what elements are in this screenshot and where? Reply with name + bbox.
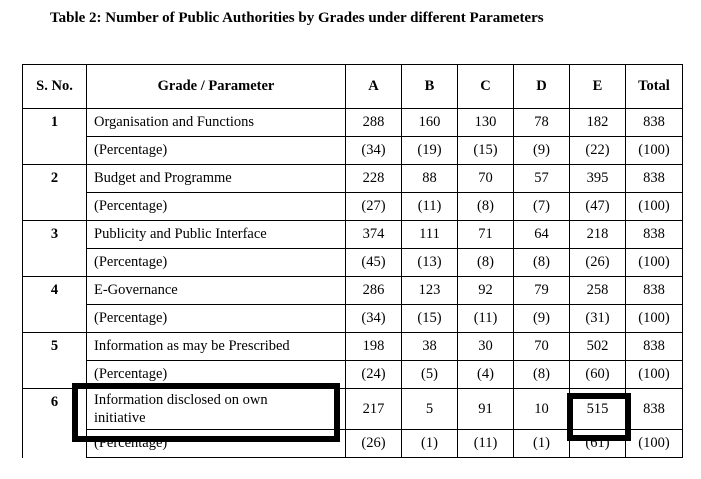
value-d: 79 — [514, 277, 570, 305]
percentage-row — [23, 305, 683, 333]
value-d: 64 — [514, 221, 570, 249]
pct-b: (15) — [402, 305, 458, 333]
value-e: 515 — [570, 389, 626, 430]
pct-d: (9) — [514, 137, 570, 165]
value-a: 374 — [346, 221, 402, 249]
pct-c: (11) — [458, 430, 514, 458]
pct-b: (5) — [402, 361, 458, 389]
value-e: 182 — [570, 109, 626, 137]
header-d: D — [514, 65, 570, 109]
table-row — [23, 333, 683, 361]
pct-c: (15) — [458, 137, 514, 165]
value-b: 88 — [402, 165, 458, 193]
value-e: 258 — [570, 277, 626, 305]
param-line2: initiative — [94, 410, 146, 426]
header-param: Grade / Parameter — [87, 65, 346, 109]
pct-total: (100) — [626, 430, 683, 458]
value-a: 198 — [346, 333, 402, 361]
pct-total: (100) — [626, 305, 683, 333]
pct-label: (Percentage) — [87, 430, 346, 458]
param-cell: E-Governance — [87, 277, 346, 305]
table-row — [23, 165, 683, 193]
pct-label: (Percentage) — [87, 193, 346, 221]
value-total: 838 — [626, 109, 683, 137]
header-sno: S. No. — [23, 65, 87, 109]
pct-c: (11) — [458, 305, 514, 333]
param-cell: Publicity and Public Interface — [87, 221, 346, 249]
value-e: 218 — [570, 221, 626, 249]
pct-label: (Percentage) — [87, 249, 346, 277]
pct-label: (Percentage) — [87, 137, 346, 165]
header-e: E — [570, 65, 626, 109]
highlight-box-param — [72, 383, 340, 442]
value-b: 5 — [402, 389, 458, 430]
param-cell: Budget and Programme — [87, 165, 346, 193]
pct-b: (1) — [402, 430, 458, 458]
pct-c: (4) — [458, 361, 514, 389]
value-a: 288 — [346, 109, 402, 137]
highlight-box-e — [567, 393, 631, 441]
value-total: 838 — [626, 221, 683, 249]
pct-a: (26) — [346, 430, 402, 458]
pct-b: (19) — [402, 137, 458, 165]
sno-cell: 1 — [23, 109, 87, 165]
pct-e: (47) — [570, 193, 626, 221]
value-b: 111 — [402, 221, 458, 249]
header-a: A — [346, 65, 402, 109]
pct-label: (Percentage) — [87, 305, 346, 333]
value-c: 91 — [458, 389, 514, 430]
pct-c: (8) — [458, 249, 514, 277]
pct-e: (60) — [570, 361, 626, 389]
value-e: 502 — [570, 333, 626, 361]
param-line1: Information disclosed on own — [94, 392, 268, 408]
pct-total: (100) — [626, 137, 683, 165]
param-cell: Organisation and Functions — [87, 109, 346, 137]
table-row — [23, 277, 683, 305]
pct-a: (34) — [346, 137, 402, 165]
pct-total: (100) — [626, 361, 683, 389]
value-a: 286 — [346, 277, 402, 305]
pct-b: (11) — [402, 193, 458, 221]
pct-e: (31) — [570, 305, 626, 333]
table-row — [23, 109, 683, 137]
header-total: Total — [626, 65, 683, 109]
value-b: 123 — [402, 277, 458, 305]
pct-d: (8) — [514, 361, 570, 389]
pct-e: (26) — [570, 249, 626, 277]
value-c: 130 — [458, 109, 514, 137]
value-d: 57 — [514, 165, 570, 193]
sno-cell: 5 — [23, 333, 87, 389]
pct-d: (1) — [514, 430, 570, 458]
value-c: 30 — [458, 333, 514, 361]
table-row — [23, 221, 683, 249]
header-c: C — [458, 65, 514, 109]
percentage-row — [23, 249, 683, 277]
pct-a: (34) — [346, 305, 402, 333]
sno-cell: 2 — [23, 165, 87, 221]
value-b: 160 — [402, 109, 458, 137]
pct-d: (9) — [514, 305, 570, 333]
percentage-row — [23, 137, 683, 165]
pct-c: (8) — [458, 193, 514, 221]
value-total: 838 — [626, 389, 683, 430]
pct-label: (Percentage) — [87, 361, 346, 389]
header-b: B — [402, 65, 458, 109]
pct-e: (22) — [570, 137, 626, 165]
value-c: 92 — [458, 277, 514, 305]
value-d: 70 — [514, 333, 570, 361]
value-total: 838 — [626, 333, 683, 361]
sno-cell: 6 — [23, 389, 87, 458]
value-total: 838 — [626, 277, 683, 305]
pct-total: (100) — [626, 249, 683, 277]
value-c: 70 — [458, 165, 514, 193]
pct-a: (45) — [346, 249, 402, 277]
pct-d: (8) — [514, 249, 570, 277]
value-d: 10 — [514, 389, 570, 430]
value-a: 217 — [346, 389, 402, 430]
value-a: 228 — [346, 165, 402, 193]
value-total: 838 — [626, 165, 683, 193]
table-caption: Table 2: Number of Public Authorities by Grades under different Parameters — [50, 10, 544, 26]
pct-d: (7) — [514, 193, 570, 221]
sno-cell: 3 — [23, 221, 87, 277]
sno-cell: 4 — [23, 277, 87, 333]
value-e: 395 — [570, 165, 626, 193]
pct-e: (61) — [570, 430, 626, 458]
pct-a: (24) — [346, 361, 402, 389]
pct-total: (100) — [626, 193, 683, 221]
percentage-row — [23, 193, 683, 221]
param-cell: Information as may be Prescribed — [87, 333, 346, 361]
header-row — [23, 65, 683, 109]
value-d: 78 — [514, 109, 570, 137]
pct-b: (13) — [402, 249, 458, 277]
value-c: 71 — [458, 221, 514, 249]
value-b: 38 — [402, 333, 458, 361]
pct-a: (27) — [346, 193, 402, 221]
